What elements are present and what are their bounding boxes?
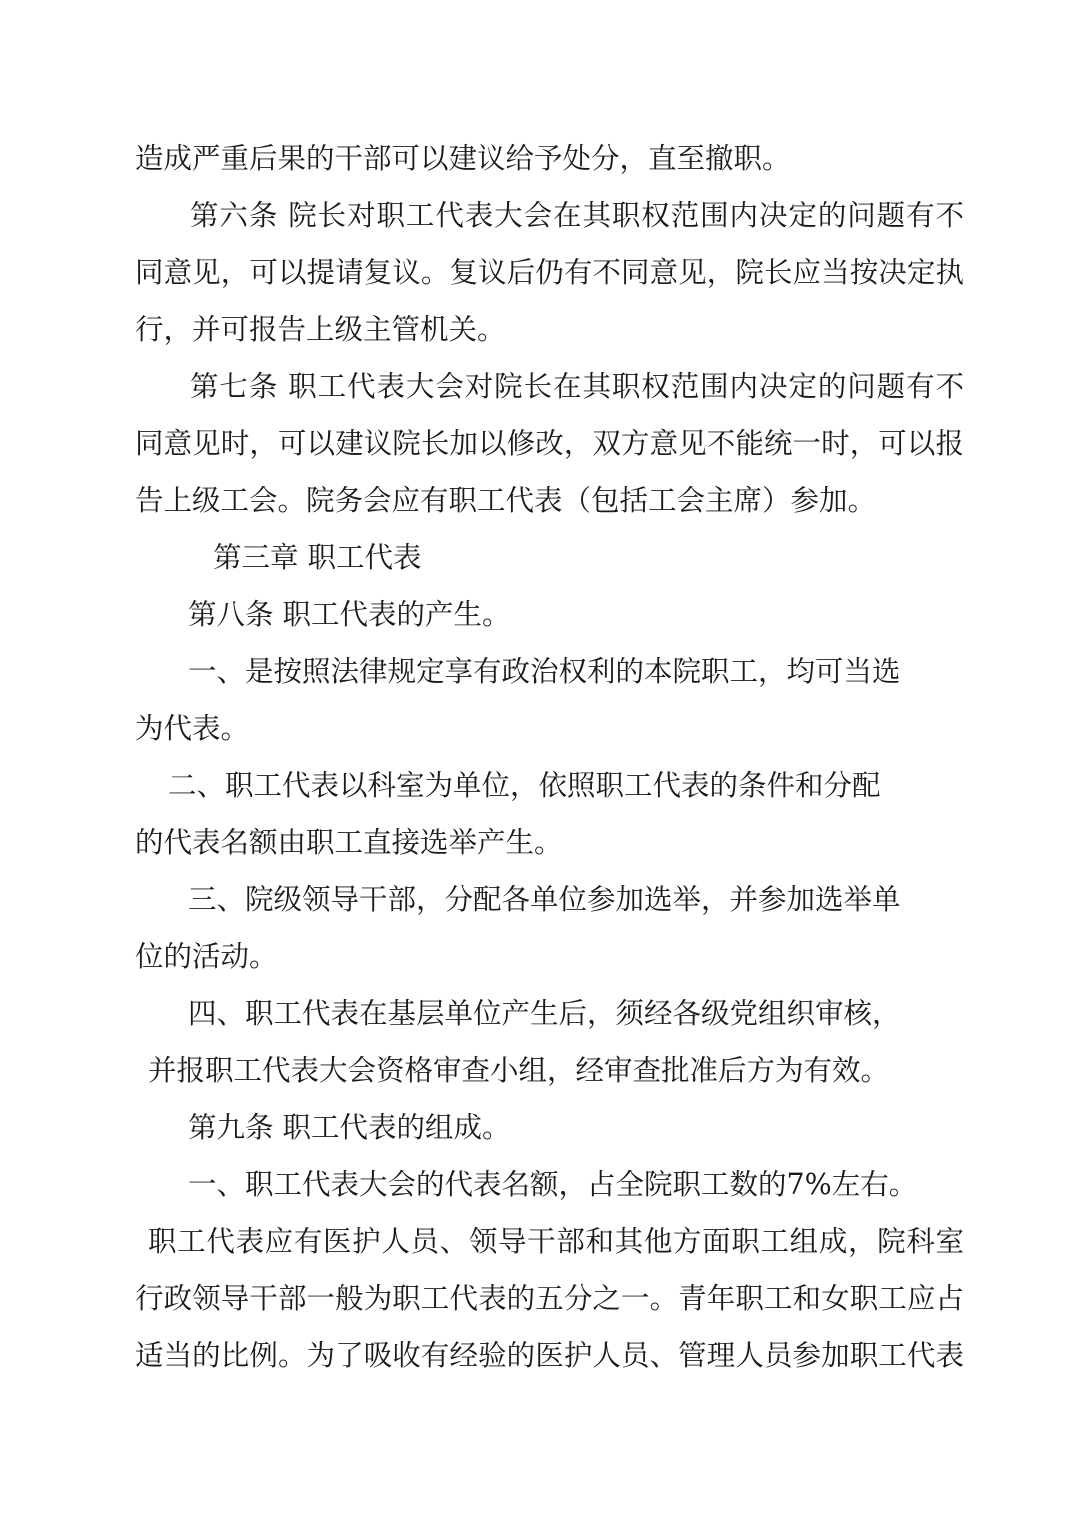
chapter-heading: 第三章 职工代表: [213, 541, 422, 574]
list-item-line: 三、院级领导干部，分配各单位参加选举，并参加选举单: [188, 883, 901, 916]
list-item-line: 二、职工代表以科室为单位，依照职工代表的条件和分配: [168, 769, 881, 802]
body-line: 位的活动。: [135, 940, 278, 973]
body-line: 同意见，可以提请复议。复议后仍有不同意见，院长应当按决定执: [135, 256, 964, 289]
body-line: 告上级工会。院务会应有职工代表（包括工会主席）参加。: [135, 484, 877, 517]
body-line: 职工代表应有医护人员、领导干部和其他方面职工组成，院科室: [148, 1225, 964, 1258]
list-item-line: 一、职工代表大会的代表名额，占全院职工数的7%左右。: [188, 1168, 918, 1201]
body-line: 适当的比例。为了吸收有经验的医护人员、管理人员参加职工代表: [135, 1339, 964, 1372]
article-9-heading: 第九条 职工代表的组成。: [188, 1111, 511, 1144]
body-line: 为代表。: [135, 712, 250, 745]
body-line: 并报职工代表大会资格审查小组，经审查批准后方为有效。: [148, 1054, 890, 1087]
body-line: 行，并可报告上级主管机关。: [135, 313, 506, 346]
body-line: 的代表名额由职工直接选举产生。: [135, 826, 563, 859]
list-item-line: 四、职工代表在基层单位产生后，须经各级党组织审核，: [188, 997, 901, 1030]
list-item-line: 一、是按照法律规定享有政治权利的本院职工，均可当选: [188, 655, 901, 688]
body-line: 造成严重后果的干部可以建议给予处分，直至撤职。: [135, 142, 791, 175]
article-8-heading: 第八条 职工代表的产生。: [188, 598, 511, 631]
body-line: 行政领导干部一般为职工代表的五分之一。青年职工和女职工应占: [135, 1282, 964, 1315]
body-line: 同意见时，可以建议院长加以修改，双方意见不能统一时，可以报: [135, 427, 964, 460]
article-7-line: 第七条 职工代表大会对院长在其职权范围内决定的问题有不: [190, 370, 964, 403]
article-6-line: 第六条 院长对职工代表大会在其职权范围内决定的问题有不: [190, 199, 964, 232]
